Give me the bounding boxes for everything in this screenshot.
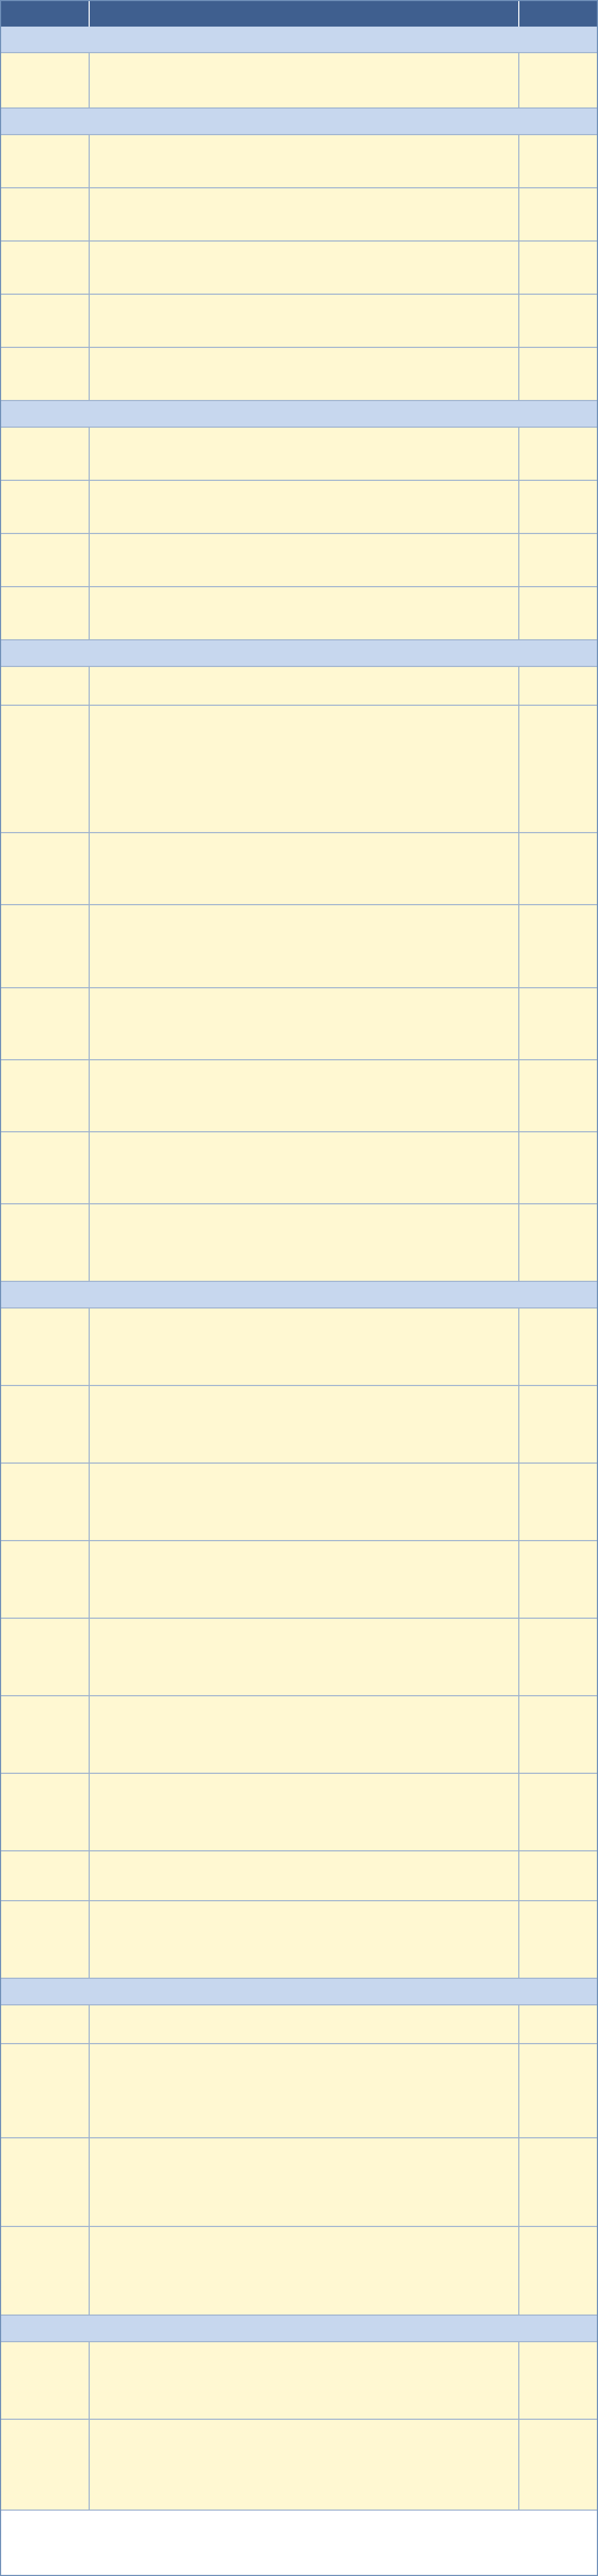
date-header-row (1, 109, 597, 135)
content-cell (90, 905, 519, 987)
schedule-row (1, 2044, 597, 2138)
venue-cell (519, 53, 597, 107)
schedule-row (1, 534, 597, 587)
schedule-row (1, 2420, 597, 2511)
venue-cell (519, 2227, 597, 2315)
time-cell (1, 2227, 90, 2315)
time-cell (1, 667, 90, 705)
venue-cell (519, 1132, 597, 1203)
schedule-row (1, 1132, 597, 1204)
venue-cell (519, 1696, 597, 1773)
venue-cell (519, 1060, 597, 1131)
time-cell (1, 1619, 90, 1695)
schedule-row (1, 1308, 597, 1386)
date-header-row (1, 1282, 597, 1308)
content-cell (90, 706, 519, 832)
venue-cell (519, 1204, 597, 1281)
venue-cell (519, 1901, 597, 1978)
date-header-row (1, 401, 597, 428)
schedule-row (1, 2005, 597, 2044)
schedule-row (1, 2227, 597, 2316)
time-cell (1, 2044, 90, 2137)
venue-cell (519, 2044, 597, 2137)
time-cell (1, 348, 90, 400)
time-cell (1, 1464, 90, 1540)
time-cell (1, 1060, 90, 1131)
content-cell (90, 1308, 519, 1385)
date-header-row (1, 640, 597, 667)
time-cell (1, 135, 90, 187)
venue-cell (519, 905, 597, 987)
content-cell (90, 1386, 519, 1463)
schedule-row (1, 988, 597, 1060)
content-cell (90, 1464, 519, 1540)
content-cell (90, 295, 519, 347)
content-cell (90, 2342, 519, 2419)
schedule-row (1, 242, 597, 295)
time-cell (1, 2420, 90, 2510)
venue-cell (519, 188, 597, 240)
time-cell (1, 188, 90, 240)
content-cell (90, 2138, 519, 2226)
schedule-row (1, 1386, 597, 1464)
venue-cell (519, 587, 597, 639)
content-cell (90, 1541, 519, 1618)
content-cell (90, 348, 519, 400)
venue-cell (519, 1464, 597, 1540)
content-cell (90, 188, 519, 240)
time-cell (1, 1901, 90, 1978)
venue-cell (519, 2005, 597, 2043)
venue-cell (519, 1774, 597, 1850)
time-cell (1, 1386, 90, 1463)
content-cell (90, 1132, 519, 1203)
schedule-row (1, 587, 597, 640)
schedule-rows (1, 27, 597, 2511)
schedule-row (1, 1774, 597, 1851)
content-cell (90, 1204, 519, 1281)
time-cell (1, 534, 90, 586)
content-cell (90, 242, 519, 294)
content-cell (90, 135, 519, 187)
time-cell (1, 2138, 90, 2226)
venue-cell (519, 706, 597, 832)
schedule-row (1, 428, 597, 481)
venue-cell (519, 1386, 597, 1463)
schedule-row (1, 706, 597, 833)
venue-cell (519, 428, 597, 480)
schedule-row (1, 1901, 597, 1979)
venue-cell (519, 242, 597, 294)
time-cell (1, 242, 90, 294)
content-cell (90, 428, 519, 480)
venue-cell (519, 135, 597, 187)
schedule-row (1, 188, 597, 242)
content-cell (90, 534, 519, 586)
venue-cell (519, 833, 597, 904)
schedule-row (1, 1464, 597, 1541)
time-cell (1, 587, 90, 639)
date-header-row (1, 2316, 597, 2342)
time-cell (1, 53, 90, 107)
header-content (90, 1, 519, 27)
schedule-row (1, 1204, 597, 1282)
content-cell (90, 481, 519, 533)
time-cell (1, 295, 90, 347)
venue-cell (519, 2138, 597, 2226)
venue-cell (519, 534, 597, 586)
time-cell (1, 1308, 90, 1385)
schedule-row (1, 1619, 597, 1696)
venue-cell (519, 348, 597, 400)
content-cell (90, 1774, 519, 1850)
schedule-row (1, 667, 597, 706)
content-cell (90, 1060, 519, 1131)
table-header (1, 1, 597, 27)
venue-cell (519, 1619, 597, 1695)
content-cell (90, 53, 519, 107)
time-cell (1, 905, 90, 987)
time-cell (1, 1132, 90, 1203)
schedule-row (1, 905, 597, 988)
content-cell (90, 2044, 519, 2137)
time-cell (1, 2005, 90, 2043)
time-cell (1, 2342, 90, 2419)
time-cell (1, 1541, 90, 1618)
content-cell (90, 2005, 519, 2043)
date-header-row (1, 1979, 597, 2005)
venue-cell (519, 1308, 597, 1385)
schedule-row (1, 481, 597, 534)
schedule-row (1, 2342, 597, 2420)
content-cell (90, 667, 519, 705)
content-cell (90, 1696, 519, 1773)
venue-cell (519, 2342, 597, 2419)
time-cell (1, 481, 90, 533)
time-cell (1, 428, 90, 480)
schedule-row (1, 1060, 597, 1132)
content-cell (90, 833, 519, 904)
content-cell (90, 1619, 519, 1695)
venue-cell (519, 2420, 597, 2510)
schedule-row (1, 1541, 597, 1619)
time-cell (1, 988, 90, 1059)
time-cell (1, 706, 90, 832)
venue-cell (519, 1541, 597, 1618)
content-cell (90, 2227, 519, 2315)
schedule-row (1, 833, 597, 905)
schedule-row (1, 1851, 597, 1901)
time-cell (1, 1851, 90, 1900)
content-cell (90, 1901, 519, 1978)
venue-cell (519, 1851, 597, 1900)
schedule-row (1, 2138, 597, 2227)
time-cell (1, 1774, 90, 1850)
time-cell (1, 833, 90, 904)
schedule-row (1, 135, 597, 188)
header-venue (519, 1, 597, 27)
header-time (1, 1, 90, 27)
content-cell (90, 988, 519, 1059)
venue-cell (519, 481, 597, 533)
content-cell (90, 1851, 519, 1900)
schedule-row (1, 1696, 597, 1774)
content-cell (90, 2420, 519, 2510)
schedule-row (1, 295, 597, 348)
venue-cell (519, 667, 597, 705)
schedule-row (1, 53, 597, 109)
time-cell (1, 1204, 90, 1281)
content-cell (90, 587, 519, 639)
time-cell (1, 1696, 90, 1773)
schedule-row (1, 348, 597, 401)
venue-cell (519, 988, 597, 1059)
date-header-row (1, 27, 597, 53)
venue-cell (519, 295, 597, 347)
